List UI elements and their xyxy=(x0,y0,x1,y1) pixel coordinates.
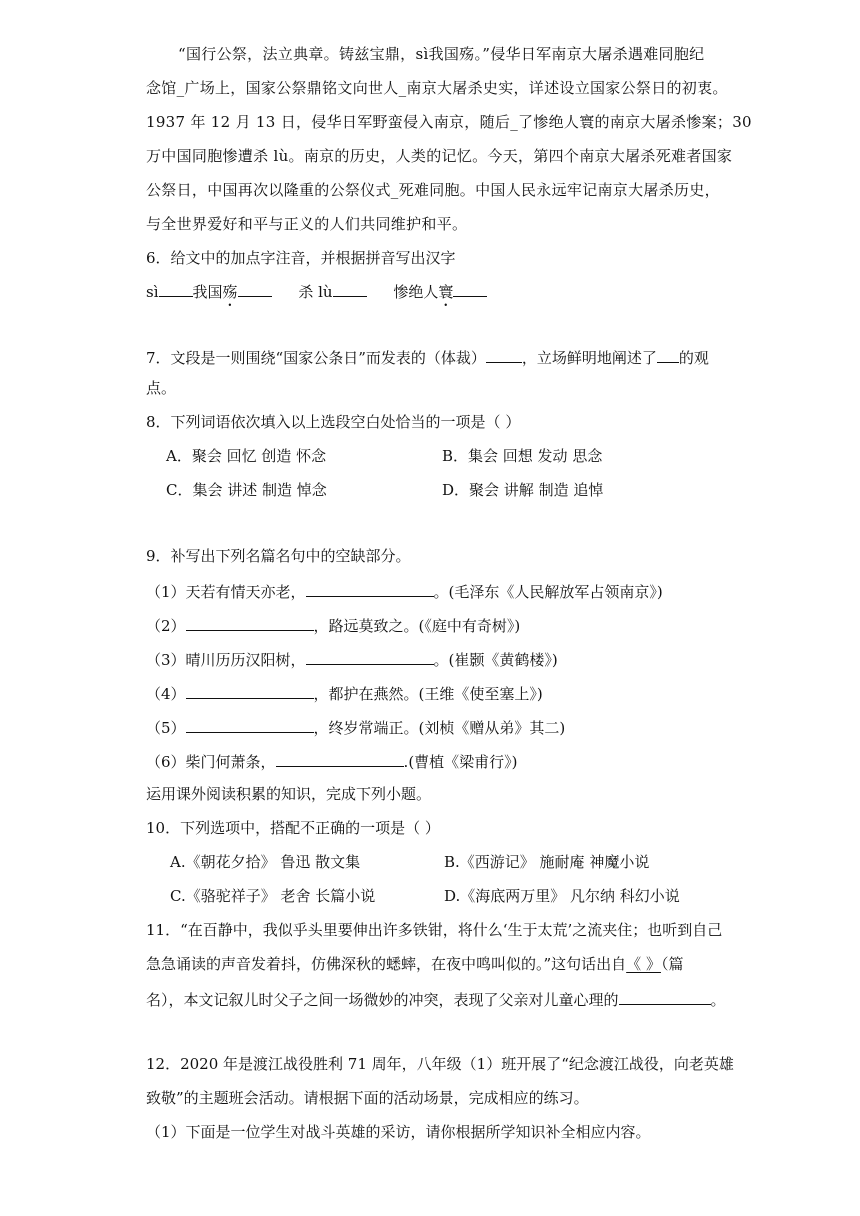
q11-line-3-end: 。 xyxy=(710,991,726,1009)
q11-line-2-end: （篇 xyxy=(660,955,684,973)
q8-option-a[interactable]: A．聚会 回忆 创造 怀念 xyxy=(166,447,327,465)
passage-line-6: 与全世界爱好和平与正义的人们共同维护和平。 xyxy=(146,215,468,233)
q9-item-5 xyxy=(146,716,565,738)
q9-stem: 9．补写出下列名篇名句中的空缺部分。 xyxy=(146,547,411,565)
q11-line-3-text: 名），本文记叙儿时父子之间一场微妙的冲突，表现了父亲对儿童心理的 xyxy=(146,991,619,1009)
q9-blank-6[interactable] xyxy=(276,750,404,767)
q9-item-1-before: （1）天若有情天亦老， xyxy=(146,583,306,601)
q8-option-c[interactable]: C．集会 讲述 制造 悼念 xyxy=(166,481,327,499)
q11-line-2 xyxy=(146,954,683,974)
q9-item-3-before: （3）晴川历历汉阳树， xyxy=(146,651,306,669)
q10-option-b[interactable]: B.《西游记》 施耐庵 神魔小说 xyxy=(444,853,650,871)
q11-title-blank[interactable]: 《 》 xyxy=(626,955,661,973)
passage-line-1: “国行公祭，法立典章。铸兹宝鼎，sì我国殇。”侵华日军南京大屠杀遇难同胞纪 xyxy=(178,45,705,63)
q11-line-1: 11．“在百静中，我似乎头里要伸出许多铁钳，将什么‘生于太荒’之流夹住；也听到自己 xyxy=(146,921,723,939)
passage-line-3: 1937 年 12 月 13 日，侵华日军野蛮侵入南京，随后_了惨绝人寰的南京大屠杀惨案；30 xyxy=(146,113,752,131)
q6-item-3: 杀 lù xyxy=(298,283,333,301)
q9-blank-3[interactable] xyxy=(306,648,434,665)
q12-line-3: （1）下面是一位学生对战斗英雄的采访，请你根据所学知识补全相应内容。 xyxy=(146,1123,651,1141)
passage-line-5: 公祭日，中国再次以隆重的公祭仪式_死难同胞。中国人民永远牢记南京大屠杀历史， xyxy=(146,181,720,199)
q9-item-2 xyxy=(146,614,520,636)
q10-option-d[interactable]: D.《海底两万里》 凡尔纳 科幻小说 xyxy=(444,887,680,905)
q11-line-2-text: 急急诵读的声音发着抖，仿佛深秋的蟋蟀，在夜中鸣叫似的。”这句话出自 xyxy=(146,955,627,973)
q6-answers xyxy=(146,280,487,310)
q6-stem: 6．给文中的加点字注音，并根据拼音写出汉字 xyxy=(146,249,456,267)
q12-line-2: 致敬”的主题班会活动。请根据下面的活动场景，完成相应的练习。 xyxy=(146,1089,589,1107)
q6-item-4-prefix: 惨绝人 xyxy=(393,283,439,301)
q9-item-5-before: （5） xyxy=(146,719,186,737)
passage-line-2: 念馆_广场上，国家公祭鼎铭文向世人_南京大屠杀史实，详述设立国家公祭日的初衷。 xyxy=(146,79,728,97)
q7-text-c: 的观 xyxy=(678,349,709,367)
q7-line-1 xyxy=(146,346,709,368)
q6-pinyin-si: sì xyxy=(146,283,159,301)
q9-item-4-after: ，都护在燕然。(王维《使至塞上》) xyxy=(313,685,543,703)
q9-blank-5[interactable] xyxy=(186,716,314,733)
q9-item-6-before: （6）柴门何萧条， xyxy=(146,753,276,771)
q11-blank-attitude[interactable] xyxy=(619,988,711,1005)
passage-line-4: 万中国同胞惨遭杀 lù。南京的历史，人类的记忆。今天，第四个南京大屠杀死难者国家 xyxy=(146,147,733,165)
q6-dotted-char-huan: 寰 xyxy=(438,283,454,301)
q6-blank-4[interactable] xyxy=(453,280,487,297)
q7-text-a: 7．文段是一则围绕“国家公条日”而发表的（体裁） xyxy=(146,349,486,367)
q8-option-b[interactable]: B．集会 回想 发动 思念 xyxy=(442,447,603,465)
q9-item-5-after: ，终岁常端正。(刘桢《赠从弟》其二) xyxy=(313,719,566,737)
q8-stem: 8．下列词语依次填入以上选段空白处恰当的一项是（ ） xyxy=(146,413,521,431)
section-intro: 运用课外阅读积累的知识，完成下列小题。 xyxy=(146,785,432,803)
q7-blank-viewpoint[interactable] xyxy=(657,346,679,363)
q6-blank-2[interactable] xyxy=(238,280,272,297)
q9-item-6-after: .(曹植《梁甫行》) xyxy=(403,753,518,771)
q9-item-2-before: （2） xyxy=(146,617,186,635)
q6-item-2-prefix: 我国 xyxy=(192,283,223,301)
q6-blank-3[interactable] xyxy=(333,280,367,297)
q7-line-2: 点。 xyxy=(146,379,177,397)
q9-item-2-after: ，路远莫致之。(《庭中有奇树》) xyxy=(313,617,521,635)
q9-item-4-before: （4） xyxy=(146,685,186,703)
q9-item-3-after: 。(崔颢《黄鹤楼》) xyxy=(433,651,558,669)
q9-item-3 xyxy=(146,648,558,670)
q11-line-3 xyxy=(146,988,726,1010)
q7-blank-genre[interactable] xyxy=(486,346,522,363)
q6-blank-1[interactable] xyxy=(159,280,193,297)
q6-dotted-char-shang: 殇 xyxy=(222,283,238,301)
q9-item-1-after: 。(毛泽东《人民解放军占领南京》) xyxy=(433,583,663,601)
q9-item-1 xyxy=(146,580,663,602)
q9-blank-4[interactable] xyxy=(186,682,314,699)
q9-item-6 xyxy=(146,750,518,772)
q9-item-4 xyxy=(146,682,543,704)
q8-option-d[interactable]: D．聚会 讲解 制造 追悼 xyxy=(442,481,604,499)
q7-text-b: ，立场鲜明地阐述了 xyxy=(521,349,657,367)
q9-blank-1[interactable] xyxy=(306,580,434,597)
q10-option-c[interactable]: C.《骆驼祥子》 老舍 长篇小说 xyxy=(170,887,376,905)
q12-line-1: 12．2020 年是渡江战役胜利 71 周年，八年级（1）班开展了“纪念渡江战役，向老英雄 xyxy=(146,1055,734,1073)
q10-option-a[interactable]: A.《朝花夕拾》 鲁迅 散文集 xyxy=(170,853,361,871)
q9-blank-2[interactable] xyxy=(186,614,314,631)
q10-stem: 10．下列选项中，搭配不正确的一项是（ ） xyxy=(146,819,440,837)
